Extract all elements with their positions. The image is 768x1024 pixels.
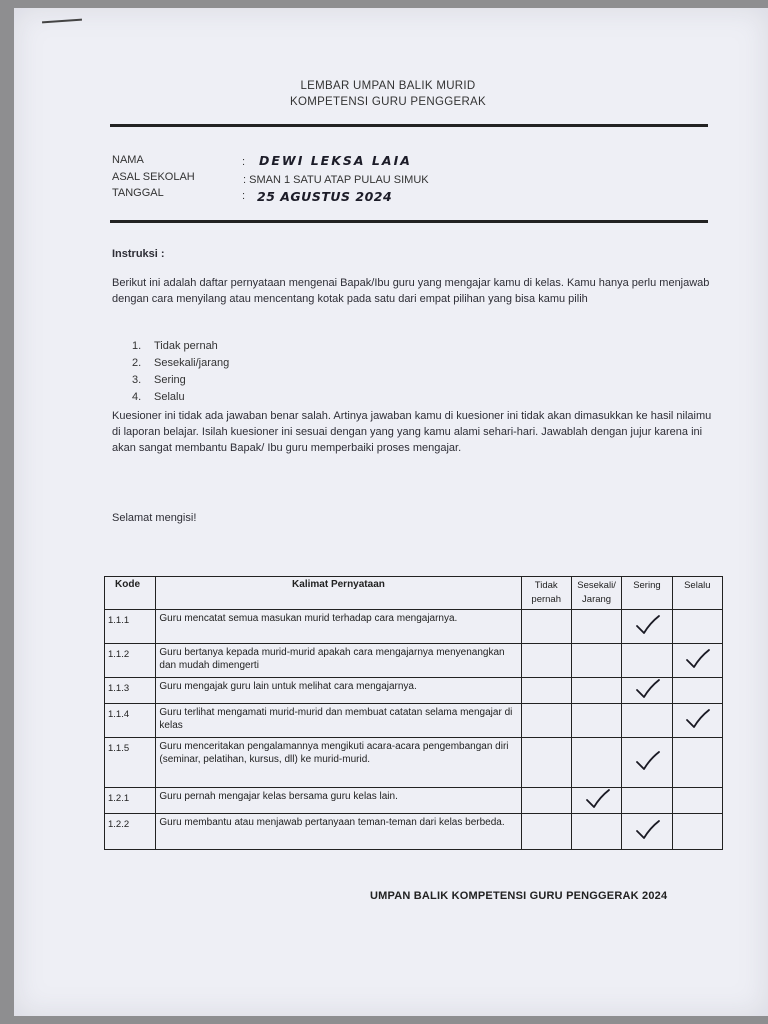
instructions-intro: Berikut ini adalah daftar pernyataan mengenai Bapak/Ibu guru yang mengajar kamu di kelas. Kamu hanya perlu menjawab dengan cara menyilang atau mencentang kotak pada satu dari empat pilihan yang bisa kamu pilih xyxy=(112,277,710,305)
nama-label: NAMA xyxy=(112,154,144,166)
option-number: 3. xyxy=(132,374,142,386)
answer-cell[interactable] xyxy=(672,644,722,678)
instructions-heading: Instruksi : xyxy=(112,248,165,260)
answer-cell[interactable] xyxy=(571,678,621,704)
row-statement: Guru bertanya kepada murid-murid apakah cara mengajarnya menyenangkan dan mudah dimengerti xyxy=(156,644,521,678)
answer-cell[interactable] xyxy=(672,678,722,704)
tanggal-value: 25 AGUSTUS 2024 xyxy=(257,189,393,204)
answer-cell[interactable] xyxy=(521,788,571,814)
answer-cell[interactable] xyxy=(622,814,672,850)
document-subtitle: KOMPETENSI GURU PENGGERAK xyxy=(289,96,486,108)
instructions-note: Kuesioner ini tidak ada jawaban benar salah. Artinya jawaban kamu di kuesioner ini tidak akan dimasukkan ke hasil nilaimu di laporan belajar. Isilah kuesioner ini sesuai dengan yang yang kamu alami sehari-hari. Jawablah dengan jujur karena ini akan sangat membantu Bapak/ Ibu guru memperbaiki proses mengajar. xyxy=(112,410,712,454)
option-number: 1. xyxy=(132,340,142,352)
row-statement: Guru mencatat semua masukan murid terhadap cara mengajarnya. xyxy=(156,610,521,644)
answer-options-list xyxy=(132,338,229,406)
answer-cell[interactable] xyxy=(622,788,672,814)
checkmark-icon xyxy=(582,788,612,810)
option-label: Tidak pernah xyxy=(154,340,218,352)
checkmark-icon xyxy=(682,648,712,670)
row-code: 1.1.4 xyxy=(105,704,156,738)
tanggal-separator: : xyxy=(242,190,246,202)
table-header-row xyxy=(105,577,723,610)
nama-separator: : xyxy=(242,156,246,168)
table-row xyxy=(105,678,723,704)
header-sesekali: Sesekali/ Jarang xyxy=(571,577,621,610)
questionnaire-table xyxy=(104,576,723,850)
answer-cell[interactable] xyxy=(571,704,621,738)
answer-cell[interactable] xyxy=(672,814,722,850)
answer-cell[interactable] xyxy=(622,678,672,704)
table-row xyxy=(105,738,723,788)
footer-text: UMPAN BALIK KOMPETENSI GURU PENGGERAK 2024 xyxy=(370,890,668,902)
option-number: 4. xyxy=(132,391,142,403)
answer-cell[interactable] xyxy=(672,738,722,788)
option-item xyxy=(132,372,229,389)
row-code: 1.1.2 xyxy=(105,644,156,678)
sekolah-label: ASAL SEKOLAH xyxy=(112,171,195,183)
row-statement: Guru menceritakan pengalamannya mengikuti acara-acara pengembangan diri (seminar, pelatihan, kursus, dll) ke murid-murid. xyxy=(156,738,521,788)
row-code: 1.1.3 xyxy=(105,678,156,704)
tanggal-label: TANGGAL xyxy=(112,187,164,199)
answer-cell[interactable] xyxy=(672,610,722,644)
option-label: Sering xyxy=(154,374,186,386)
answer-cell[interactable] xyxy=(521,738,571,788)
checkmark-icon xyxy=(632,614,662,636)
sekolah-value: : SMAN 1 SATU ATAP PULAU SIMUK xyxy=(243,174,429,186)
table-row xyxy=(105,788,723,814)
option-item xyxy=(132,389,229,406)
header-statement: Kalimat Pernyataan xyxy=(156,577,521,610)
row-statement: Guru mengajak guru lain untuk melihat cara mengajarnya. xyxy=(156,678,521,704)
bottom-divider xyxy=(110,220,708,223)
answer-cell[interactable] xyxy=(672,704,722,738)
checkmark-icon xyxy=(682,708,712,730)
checkmark-icon xyxy=(632,819,662,841)
answer-cell[interactable] xyxy=(521,704,571,738)
answer-cell[interactable] xyxy=(672,788,722,814)
document-title: LEMBAR UMPAN BALIK MURID xyxy=(300,80,476,92)
row-code: 1.2.1 xyxy=(105,788,156,814)
answer-cell[interactable] xyxy=(571,788,621,814)
option-label: Sesekali/jarang xyxy=(154,357,230,369)
table-row xyxy=(105,610,723,644)
answer-cell[interactable] xyxy=(571,610,621,644)
top-divider xyxy=(110,124,708,127)
row-code: 1.1.5 xyxy=(105,738,156,788)
answer-cell[interactable] xyxy=(571,738,621,788)
greeting: Selamat mengisi! xyxy=(112,512,197,524)
option-item xyxy=(132,338,229,355)
header-kode: Kode xyxy=(105,577,156,610)
answer-cell[interactable] xyxy=(622,738,672,788)
option-item xyxy=(132,355,229,372)
answer-cell[interactable] xyxy=(521,814,571,850)
answer-cell[interactable] xyxy=(521,644,571,678)
option-label: Selalu xyxy=(154,391,185,403)
table-body xyxy=(105,610,723,850)
row-code: 1.2.2 xyxy=(105,814,156,850)
checkmark-icon xyxy=(632,750,662,772)
answer-cell[interactable] xyxy=(622,644,672,678)
table-row xyxy=(105,814,723,850)
option-number: 2. xyxy=(132,357,142,369)
answer-cell[interactable] xyxy=(571,644,621,678)
nama-value: DEWI LEKSA LAIA xyxy=(259,153,412,168)
questionnaire-page xyxy=(14,8,768,1016)
row-statement: Guru terlihat mengamati murid-murid dan membuat catatan selama mengajar di kelas xyxy=(156,704,521,738)
pen-mark xyxy=(42,19,82,24)
row-statement: Guru membantu atau menjawab pertanyaan teman-teman dari kelas berbeda. xyxy=(156,814,521,850)
row-statement: Guru pernah mengajar kelas bersama guru kelas lain. xyxy=(156,788,521,814)
header-tidak-pernah: Tidak pernah xyxy=(521,577,571,610)
table-row xyxy=(105,644,723,678)
answer-cell[interactable] xyxy=(622,704,672,738)
answer-cell[interactable] xyxy=(622,610,672,644)
checkmark-icon xyxy=(632,678,662,700)
answer-cell[interactable] xyxy=(521,610,571,644)
header-selalu: Selalu xyxy=(672,577,722,610)
answer-cell[interactable] xyxy=(521,678,571,704)
table-row xyxy=(105,704,723,738)
header-sering: Sering xyxy=(622,577,672,610)
row-code: 1.1.1 xyxy=(105,610,156,644)
answer-cell[interactable] xyxy=(571,814,621,850)
